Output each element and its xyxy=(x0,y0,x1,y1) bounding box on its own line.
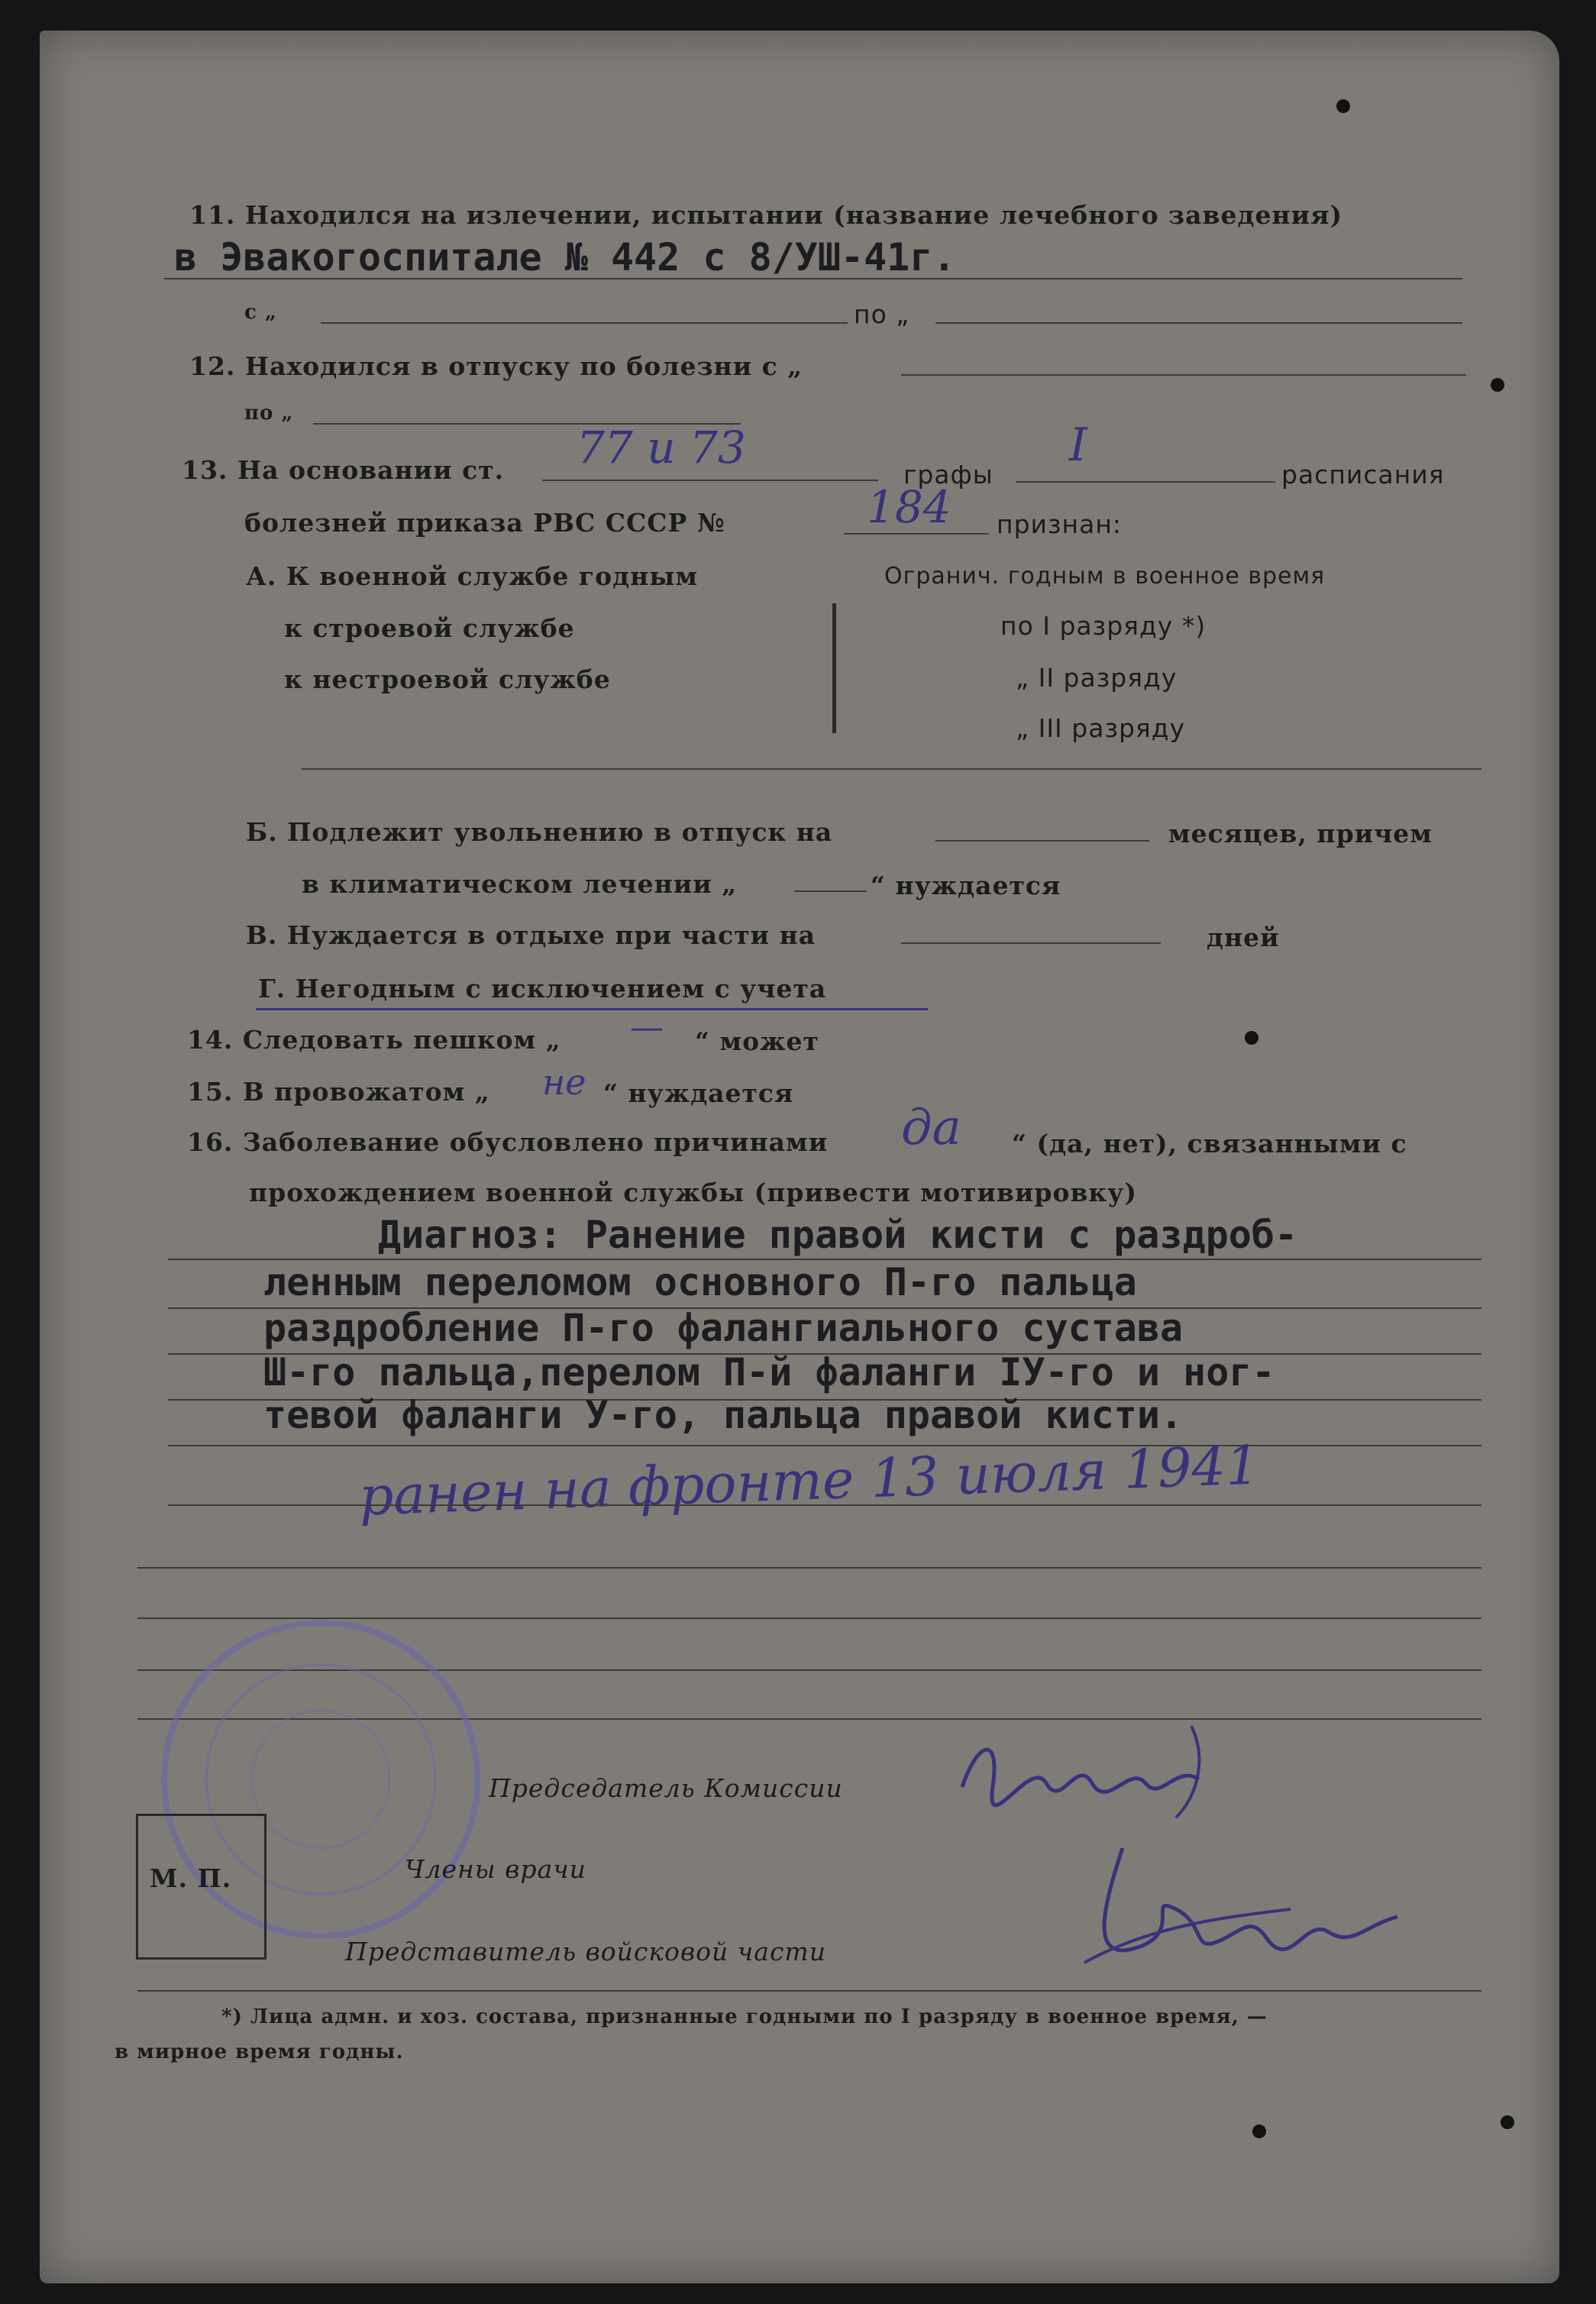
item-13-order: 184 xyxy=(867,481,951,533)
restricted-head: Огранич. годным в военное время xyxy=(884,563,1326,590)
restricted-2: „ II разряду xyxy=(1016,663,1178,693)
footnote-rule xyxy=(137,1990,1481,1992)
item-12-line xyxy=(901,374,1466,376)
representative-label: Представитель войсковой части xyxy=(345,1937,826,1966)
restricted-3: „ III разряду xyxy=(1016,713,1186,743)
item-11-label: 11. Находился на излечении, испытании (название лечебного заведения) xyxy=(189,200,1343,230)
diag-rule-7 xyxy=(137,1567,1481,1569)
item-11-to-line xyxy=(935,322,1462,324)
item-16-value: да xyxy=(901,1100,961,1156)
item-13-rasp: расписания xyxy=(1281,460,1445,490)
punch-hole xyxy=(1336,99,1350,113)
item-13-graf-value: I xyxy=(1069,418,1087,472)
item-13-graf-label: графы xyxy=(903,460,993,490)
diagnosis-line-2: ленным переломом основного П-го пальца xyxy=(263,1260,1137,1304)
item-13-order-line xyxy=(844,533,989,535)
member-signature xyxy=(1077,1825,1428,1993)
diag-rule-5 xyxy=(168,1445,1481,1446)
item-14-label: 14. Следовать пешком „ xyxy=(187,1025,561,1055)
section-b-climate-line xyxy=(794,890,867,892)
punch-hole xyxy=(1245,1031,1258,1045)
item-13-order-label: болезней приказа РВС СССР № xyxy=(244,508,725,538)
members-label: Члены врачи xyxy=(405,1854,586,1884)
section-a-line1: к строевой службе xyxy=(284,613,575,643)
section-b-needs: “ нуждается xyxy=(871,871,1061,900)
section-v-days: дней xyxy=(1207,923,1280,952)
item-11-from-line xyxy=(321,322,848,324)
punch-hole xyxy=(1491,378,1504,392)
item-13-art-line xyxy=(542,480,878,481)
item-11-from: с „ xyxy=(244,301,277,324)
item-15-label: 15. В провожатом „ xyxy=(187,1077,490,1107)
chairman-label: Председатель Комиссии xyxy=(489,1773,843,1803)
chairman-signature xyxy=(947,1711,1222,1833)
footnote-line-1: *) Лица адмн. и хоз. состава, признанные годными по I разряду в военное время, — xyxy=(221,2005,1268,2028)
section-v-line xyxy=(901,942,1161,944)
diag-rule-6 xyxy=(168,1504,1481,1506)
item-11-hospital: в Эвакогоспитале № 442 с 8/УШ-41г. xyxy=(174,235,956,280)
item-15-value: не xyxy=(542,1062,586,1103)
item-14-value: — xyxy=(630,1008,664,1047)
item-16-yes-no: “ (да, нет), связанными с xyxy=(1012,1129,1407,1158)
section-a-line2: к нестроевой службе xyxy=(284,664,611,694)
item-16-military: прохождением военной службы (привести мотивировку) xyxy=(249,1178,1137,1207)
section-b-months: месяцев, причем xyxy=(1168,819,1433,848)
diagnosis-line-3: раздробление П-го фалангиального сустава xyxy=(263,1306,1184,1350)
item-15-needs: “ нуждается xyxy=(603,1078,794,1108)
diagnosis-line-5: тевой фаланги У-го, пальца правой кисти. xyxy=(263,1393,1184,1437)
section-g-underline xyxy=(256,1008,928,1010)
section-b-label: Б. Подлежит увольнению в отпуск на xyxy=(246,817,833,847)
item-12-to: по „ xyxy=(244,402,294,425)
mp-label: М. П. xyxy=(150,1863,232,1893)
section-v-label: В. Нуждается в отдыхе при части на xyxy=(246,920,816,950)
restricted-1: по I разряду *) xyxy=(1000,611,1207,641)
diagnosis-line-4: Ш-го пальца,перелом П-й фаланги IУ-го и ног- xyxy=(263,1350,1275,1394)
punch-hole xyxy=(1252,2125,1266,2138)
item-13-priznan: признан: xyxy=(997,509,1123,539)
section-b-climate: в климатическом лечении „ xyxy=(302,869,738,899)
section-a-line xyxy=(302,768,1481,770)
item-14-may: “ может xyxy=(695,1026,819,1056)
item-11-to: по „ xyxy=(854,299,910,329)
item-16-label: 16. Заболевание обусловлено причинами xyxy=(187,1127,829,1157)
item-12-label: 12. Находился в отпуску по болезни с „ xyxy=(189,351,803,381)
diagnosis-handwritten: ранен на фронте 13 июля 1941 xyxy=(357,1433,1261,1528)
section-a-head: А. К военной службе годным xyxy=(246,561,699,591)
item-13-label: 13. На основании ст. xyxy=(182,455,505,485)
section-divider xyxy=(832,603,836,733)
item-11-line xyxy=(164,278,1462,280)
section-b-line xyxy=(935,840,1149,842)
diagnosis-line-1: Диагноз: Ранение правой кисти с раздроб- xyxy=(378,1213,1298,1257)
item-13-articles: 77 и 73 xyxy=(577,422,746,473)
item-13-graf-line xyxy=(1016,481,1275,483)
section-g-label: Г. Негодным с исключением с учета xyxy=(258,974,827,1003)
footnote-line-2: в мирное время годны. xyxy=(115,2041,404,2063)
punch-hole xyxy=(1501,2115,1514,2129)
